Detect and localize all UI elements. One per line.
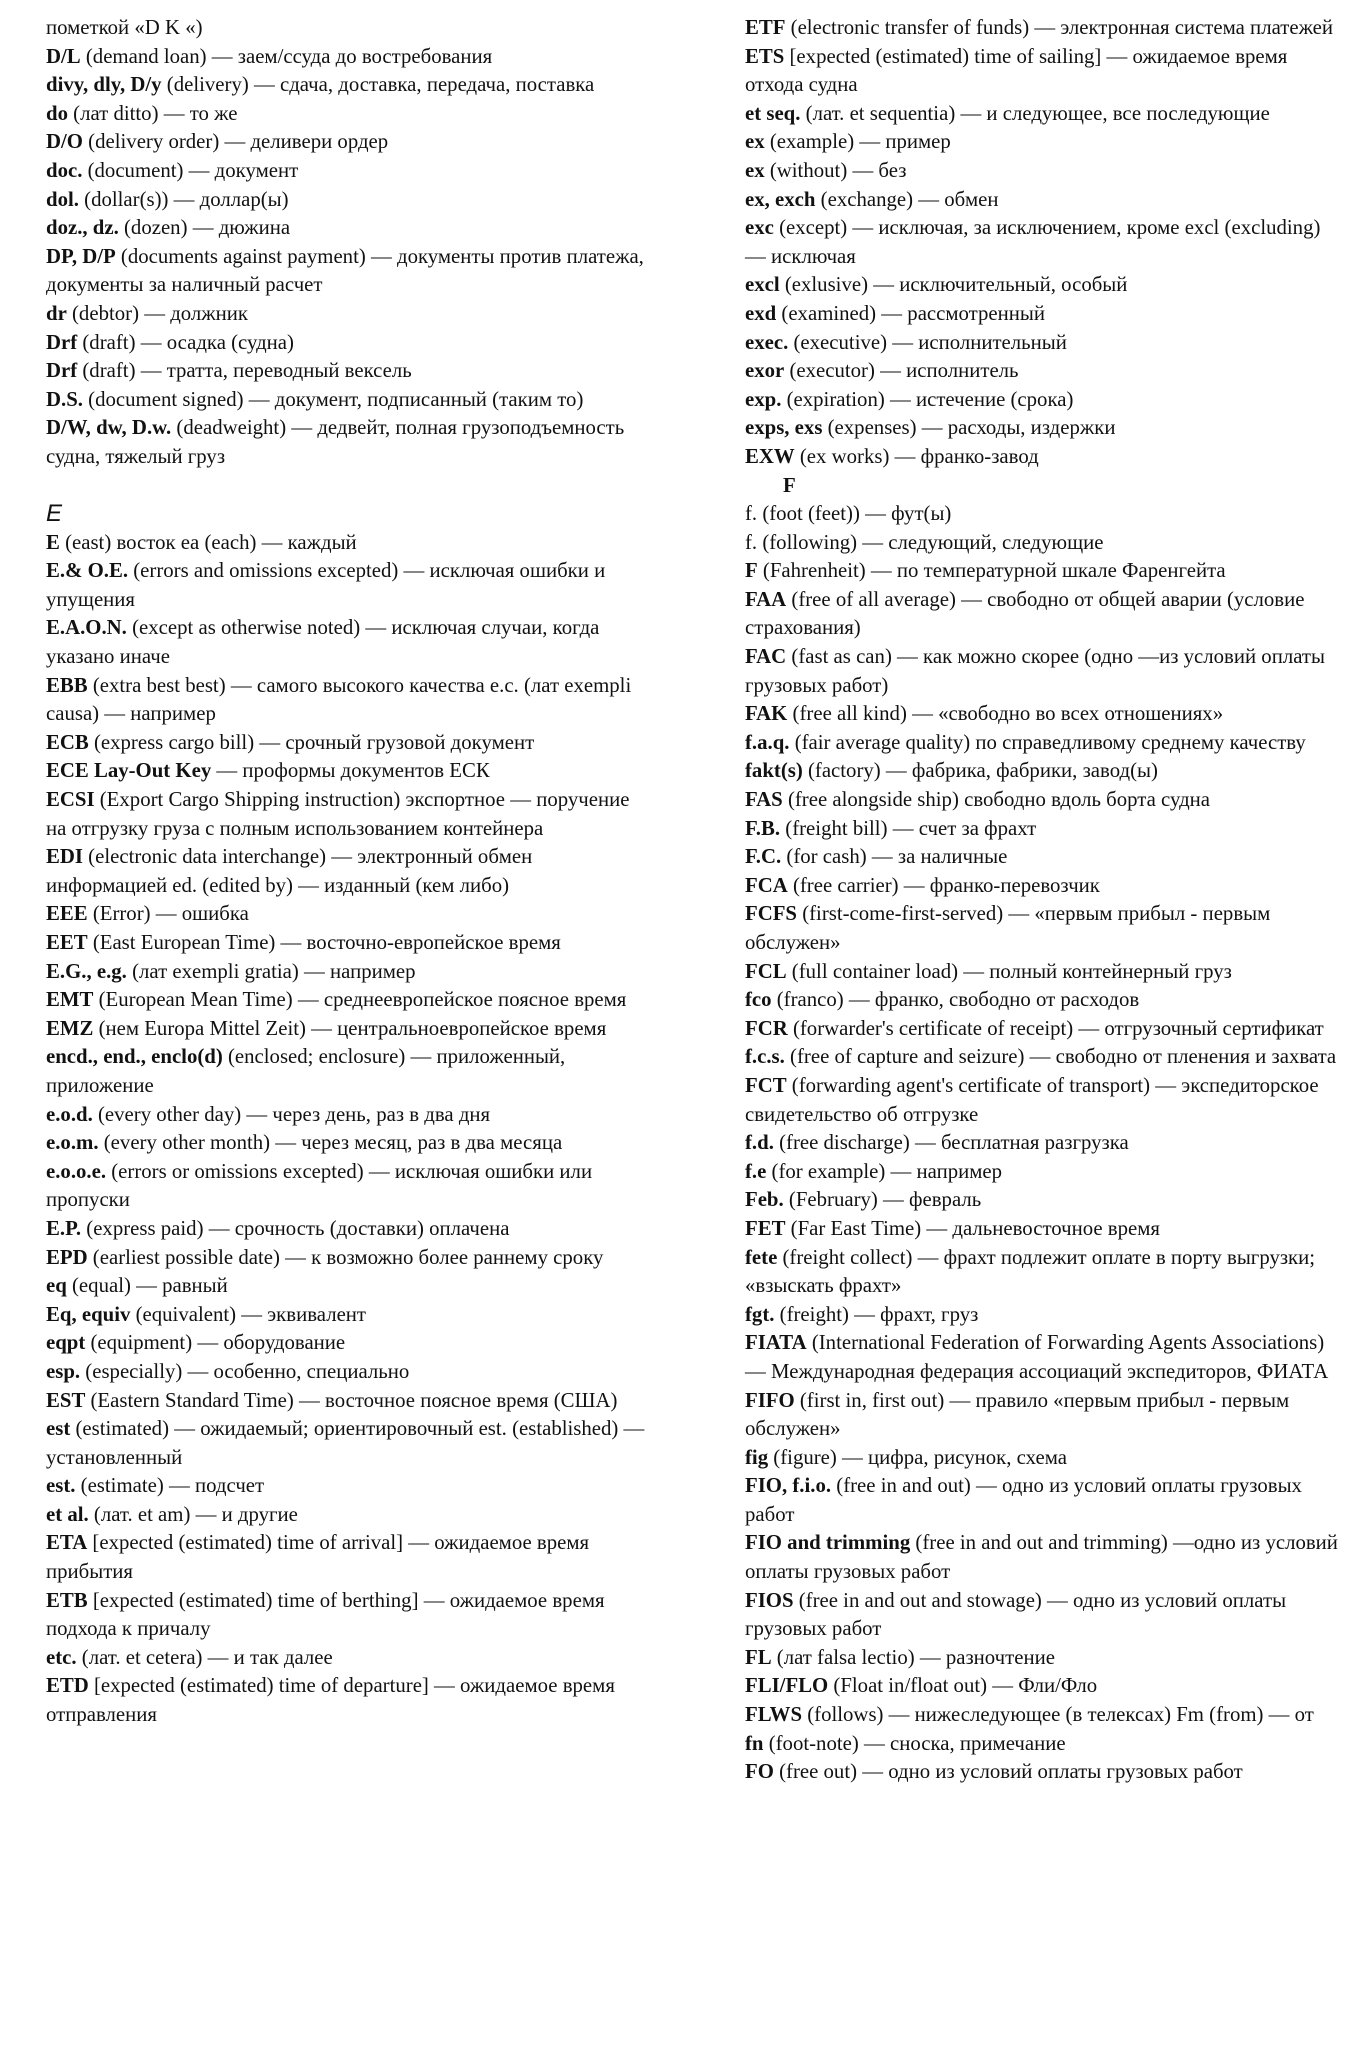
entry-definition: (лат exempli gratia) — например — [126, 959, 416, 983]
entry-term: eqpt — [46, 1331, 86, 1355]
dictionary-entry — [745, 157, 1338, 186]
dictionary-entry — [46, 958, 654, 987]
entry-term: exp. — [745, 387, 782, 411]
dictionary-entry — [745, 529, 1338, 558]
entry-term: doz., dz. — [46, 216, 119, 240]
dictionary-entry — [745, 900, 1338, 957]
dictionary-entry — [745, 1186, 1338, 1215]
dictionary-entry — [745, 43, 1338, 100]
dictionary-entry — [46, 1301, 654, 1330]
dictionary-entry — [745, 815, 1338, 844]
entry-term: doc. — [46, 158, 83, 182]
entry-definition: — проформы документов ЕСК — [211, 759, 490, 783]
dictionary-entry — [46, 1015, 654, 1044]
entry-term: et seq. — [745, 101, 801, 125]
entry-definition: (freight collect) — фрахт подлежит оплате в порту выгрузки; «взыскать фрахт» — [745, 1245, 1316, 1298]
dictionary-entry — [46, 1244, 654, 1273]
entry-term: ex, exch — [745, 187, 816, 211]
entry-definition: (free carrier) — франко-перевозчик — [787, 873, 1100, 897]
entry-definition: (follows) — нижеследующее (в телексах) Fm (from) — от — [802, 1703, 1314, 1727]
dictionary-entry — [745, 986, 1338, 1015]
entry-term: E.G., e.g. — [46, 959, 127, 983]
dictionary-entry — [745, 1472, 1338, 1529]
entry-term: dr — [46, 301, 67, 325]
entry-definition: (equal) — равный — [66, 1274, 228, 1298]
dictionary-entry — [46, 614, 654, 671]
entry-definition: (February) — февраль — [783, 1188, 982, 1212]
entry-term: FAC — [745, 645, 787, 669]
entry-definition: (лат falsa lectio) — разночтение — [771, 1645, 1055, 1669]
entry-definition: (electronic transfer of funds) — электронная система платежей — [785, 16, 1334, 39]
dictionary-entry — [745, 100, 1338, 129]
dictionary-entry — [46, 729, 654, 758]
entry-definition: (delivery) — сдача, доставка, передача, поставка — [161, 73, 595, 97]
dictionary-entry — [745, 414, 1338, 443]
entry-term: E.& O.E. — [46, 559, 129, 583]
entry-definition: (European Mean Time) — среднеевропейское поясное время — [93, 988, 627, 1012]
dictionary-entry — [46, 1587, 654, 1644]
entry-term: F.C. — [745, 845, 782, 869]
entry-term: EEE — [46, 902, 88, 926]
entry-definition: [expected (estimated) time of departure] — ожидаемое время отправления — [46, 1674, 615, 1727]
left-column — [46, 14, 654, 1730]
entry-term: FCL — [745, 959, 787, 983]
entry-term: e.o.m. — [46, 1131, 99, 1155]
entry-definition: (electronic data interchange) — электронный обмен информацией ed. (edited by) — изданный (кем либо) — [46, 845, 533, 897]
entry-definition: (exlusive) — исключительный, особый — [779, 273, 1128, 297]
dictionary-entry — [745, 386, 1338, 415]
dictionary-entry — [46, 1358, 654, 1387]
dictionary-entry — [46, 529, 654, 558]
dictionary-entry — [745, 1444, 1338, 1473]
entry-definition: (first-come-first-served) — «первым прибыл - первым обслужен» — [745, 902, 1271, 954]
entry-term: ex — [745, 130, 765, 154]
entry-definition: (every other month) — через месяц, раз в два месяца — [98, 1131, 563, 1155]
entry-definition: (draft) — осадка (судна) — [77, 330, 294, 354]
entry-term: FLWS — [745, 1703, 803, 1727]
entry-term: FIATA — [745, 1331, 807, 1355]
entry-definition: (лат. et am) — и другие — [88, 1502, 298, 1526]
entry-definition: (estimated) — ожидаемый; ориентировочный est. (established) — установленный — [46, 1417, 645, 1469]
entry-term: ETS — [745, 44, 785, 68]
entry-term: FCFS — [745, 902, 797, 926]
entry-term: e.o.o.e. — [46, 1159, 107, 1183]
dictionary-entry — [46, 986, 654, 1015]
dictionary-entry — [745, 1329, 1338, 1386]
entry-term: excl — [745, 273, 780, 297]
dictionary-entry — [745, 1672, 1338, 1701]
dictionary-entry — [46, 1672, 654, 1729]
entry-term: f.d. — [745, 1131, 774, 1155]
entry-term: etc. — [46, 1645, 77, 1669]
entry-definition: (demand loan) — заем/ссуда до востребования — [80, 44, 493, 68]
entry-term: EBB — [46, 673, 88, 697]
entry-definition: [expected (estimated) time of sailing] — ожидаемое время отхода судна — [745, 44, 1288, 97]
dictionary-entry — [46, 329, 654, 358]
entry-definition: (International Federation of Forwarding Agents Associations) — Международная федерация ассоциаций экспедиторов, ФИАТА — [745, 1331, 1329, 1383]
entry-term: est — [46, 1417, 71, 1441]
entry-term: FLI/FLO — [745, 1674, 829, 1698]
entry-term: ECSI — [46, 788, 95, 812]
dictionary-entry — [745, 329, 1338, 358]
dictionary-entry — [46, 1329, 654, 1358]
dictionary-entry — [46, 214, 654, 243]
entry-definition: (document) — документ — [82, 158, 299, 182]
entry-term: FCR — [745, 1016, 788, 1040]
dictionary-entry — [745, 14, 1338, 43]
dictionary-entry — [745, 1387, 1338, 1444]
dictionary-entry — [745, 1730, 1338, 1759]
entry-term: fn — [745, 1731, 764, 1755]
entry-definition: (free in and out) — одно из условий оплаты грузовых работ — [745, 1474, 1302, 1526]
entry-term: E.P. — [46, 1216, 82, 1240]
entry-term: EET — [46, 931, 88, 954]
entry-definition: (examined) — рассмотренный — [776, 301, 1045, 325]
dictionary-entry — [745, 443, 1338, 472]
entry-definition: (exchange) — обмен — [815, 187, 999, 211]
entry-definition: (ex works) — франко-завод — [794, 444, 1039, 468]
dictionary-entry — [46, 186, 654, 215]
entry-definition: (without) — без — [764, 158, 907, 182]
dictionary-entry — [745, 1701, 1338, 1730]
entry-definition: (estimate) — подсчет — [75, 1474, 265, 1498]
entry-term: ECB — [46, 730, 89, 754]
dictionary-entry — [745, 186, 1338, 215]
dictionary-entry — [745, 1015, 1338, 1044]
entry-definition: (free of capture and seizure) — свободно от пленения и захвата — [784, 1045, 1337, 1069]
entry-term: e.o.d. — [46, 1102, 93, 1126]
entry-term: EDI — [46, 845, 83, 869]
entry-term: FIOS — [745, 1588, 794, 1612]
entry-definition: (especially) — особенно, специально — [80, 1359, 410, 1383]
dictionary-entry — [46, 1529, 654, 1586]
entry-definition: (expenses) — расходы, издержки — [822, 416, 1116, 440]
entry-term: fco — [745, 988, 772, 1012]
dictionary-entry — [745, 1129, 1338, 1158]
entry-definition: (free in and out and stowage) — одно из условий оплаты грузовых работ — [745, 1588, 1287, 1641]
dictionary-entry — [745, 357, 1338, 386]
entry-term: EXW — [745, 444, 795, 468]
dictionary-entry — [46, 929, 654, 958]
dictionary-entry — [46, 843, 654, 900]
dictionary-entry — [745, 757, 1338, 786]
entry-term: eq — [46, 1274, 67, 1298]
entry-definition: (лат. et sequentia) — и следующее, все последующие — [800, 101, 1270, 125]
entry-term: FIFO — [745, 1388, 795, 1412]
entry-term: ECE Lay-Out Key — [46, 759, 212, 783]
dictionary-entry — [745, 843, 1338, 872]
entry-term: E.A.O.N. — [46, 616, 127, 640]
dictionary-entry — [46, 1215, 654, 1244]
entry-definition: f. (foot (feet)) — фут(ы) — [745, 502, 952, 526]
dictionary-entry — [745, 1301, 1338, 1330]
entry-term: dol. — [46, 187, 79, 211]
entry-definition: (extra best best) — самого высокого качества e.c. (лат exempli causa) — например — [46, 673, 632, 726]
entry-term: fgt. — [745, 1302, 775, 1326]
entry-definition: (except) — исключая, за исключением, кроме excl (excluding) — исключая — [745, 216, 1321, 268]
dictionary-entry — [745, 1043, 1338, 1072]
entry-definition: (free in and out and trimming) —одно из условий оплаты грузовых работ — [745, 1531, 1338, 1584]
entry-definition: (for example) — например — [766, 1159, 1003, 1183]
entry-definition: (freight bill) — счет за фрахт — [780, 816, 1037, 840]
dictionary-entry — [46, 1472, 654, 1501]
dictionary-entry — [745, 1158, 1338, 1187]
dictionary-entry — [46, 1043, 654, 1100]
dictionary-entry — [46, 243, 654, 300]
entry-term: f.a.q. — [745, 730, 790, 754]
entry-definition: (Fahrenheit) — по температурной шкале Фаренгейта — [757, 559, 1226, 583]
entry-definition: (East European Time) — восточно-европейское время — [87, 931, 561, 954]
dictionary-entry — [745, 300, 1338, 329]
entry-definition: (east) восток ea (each) — каждый — [59, 530, 357, 554]
entry-definition: (free alongside ship) свободно вдоль борта судна — [782, 788, 1211, 812]
entry-term: FET — [745, 1216, 786, 1240]
dictionary-entry — [745, 1529, 1338, 1586]
entry-term: exor — [745, 359, 785, 383]
entry-term: FAK — [745, 702, 788, 726]
dictionary-entry — [745, 557, 1338, 586]
entry-definition: (нем Europa Mittel Zeit) — центральноевропейское время — [93, 1016, 607, 1040]
entry-definition: (factory) — фабрика, фабрики, завод(ы) — [802, 759, 1158, 783]
dictionary-entry — [745, 1587, 1338, 1644]
dictionary-entry — [46, 414, 654, 471]
entry-term: FO — [745, 1760, 774, 1784]
section-spacer — [46, 472, 654, 501]
entry-term: ETB — [46, 1588, 88, 1612]
entry-definition: f. (following) — следующий, следующие — [745, 530, 1104, 554]
entry-definition: (forwarding agent's certificate of transport) — экспедиторское свидетельство об отгрузке — [745, 1073, 1319, 1126]
entry-term: EMZ — [46, 1016, 94, 1040]
entry-definition: (every other day) — через день, раз в два дня — [92, 1102, 491, 1126]
entry-definition: (free of all average) — свободно от общей аварии (условие страхования) — [745, 587, 1305, 640]
entry-definition: (executor) — исполнитель — [784, 359, 1019, 383]
entry-term: f.e — [745, 1159, 767, 1183]
entry-term: FIO, f.i.o. — [745, 1474, 832, 1498]
entry-definition: (document signed) — документ, подписанный (таким то) — [82, 387, 584, 411]
dictionary-entry — [745, 643, 1338, 700]
entry-definition: (Export Cargo Shipping instruction) экспортное — поручение на отгрузку груза с полным использованием контейнера — [46, 788, 630, 840]
dictionary-entry — [745, 700, 1338, 729]
entry-definition: (equipment) — оборудование — [85, 1331, 346, 1355]
entry-term: encd., end., enclo(d) — [46, 1045, 223, 1069]
dictionary-entry — [46, 71, 654, 100]
entry-term: D/W, dw, D.w. — [46, 416, 172, 440]
entry-term: exd — [745, 301, 777, 325]
entry-definition: (documents against payment) — документы против платежа, документы за наличный расчет — [46, 244, 644, 297]
entry-definition: (free out) — одно из условий оплаты грузовых работ — [773, 1760, 1243, 1784]
entry-term: exps, exs — [745, 416, 823, 440]
entry-definition: [expected (estimated) time of arrival] — ожидаемое время прибытия — [46, 1531, 590, 1584]
entry-definition: (errors and omissions excepted) — исключая ошибки и упущения — [46, 559, 606, 611]
entry-definition: (draft) — тратта, переводный вексель — [77, 359, 412, 383]
entry-definition: (Error) — ошибка — [87, 902, 249, 926]
dictionary-entry — [745, 1072, 1338, 1129]
dictionary-entry — [745, 1215, 1338, 1244]
entry-definition: (dollar(s)) — доллар(ы) — [78, 187, 289, 211]
entry-term: Drf — [46, 359, 78, 383]
entry-term: EST — [46, 1388, 86, 1412]
entry-definition: (equivalent) — эквивалент — [130, 1302, 367, 1326]
entry-definition: (executive) — исполнительный — [788, 330, 1067, 354]
section-letter-heading: F — [783, 473, 796, 497]
entry-definition: (earliest possible date) — к возможно более раннему сроку — [87, 1245, 604, 1269]
section-letter-heading: E — [46, 500, 63, 528]
entry-term: fig — [745, 1445, 769, 1469]
dictionary-entry — [46, 1387, 654, 1416]
entry-term: f.c.s. — [745, 1045, 785, 1069]
entry-definition: (free all kind) — «свободно во всех отношениях» — [787, 702, 1224, 726]
dictionary-entry — [46, 300, 654, 329]
entry-definition: [expected (estimated) time of berthing] — ожидаемое время подхода к причалу — [46, 1588, 605, 1641]
entry-term: D.S. — [46, 387, 83, 411]
entry-definition: (errors or omissions excepted) — исключая ошибки или пропуски — [46, 1159, 593, 1212]
entry-term: et al. — [46, 1502, 89, 1526]
entry-term: do — [46, 101, 68, 125]
entry-definition: (expiration) — истечение (срока) — [781, 387, 1074, 411]
entry-definition: (except as otherwise noted) — исключая случаи, когда указано иначе — [46, 616, 600, 669]
entry-definition: (fast as can) — как можно скорее (одно —из условий оплаты грузовых работ) — [745, 645, 1325, 697]
dictionary-entry — [46, 1158, 654, 1215]
entry-term: D/O — [46, 130, 83, 154]
dictionary-entry — [46, 43, 654, 72]
dictionary-entry — [46, 357, 654, 386]
entry-definition: пометкой «D K «) — [46, 16, 203, 39]
entry-definition: (fair average quality) по справедливому среднему качеству — [789, 730, 1306, 754]
entry-definition: (example) — пример — [764, 130, 951, 154]
entry-definition: (free discharge) — бесплатная разгрузка — [773, 1131, 1129, 1155]
dictionary-entry — [46, 128, 654, 157]
dictionary-entry — [46, 757, 654, 786]
dictionary-entry — [46, 672, 654, 729]
dictionary-entry — [745, 214, 1338, 271]
dictionary-entry — [46, 786, 654, 843]
entry-definition: (express paid) — срочность (доставки) оплачена — [81, 1216, 510, 1240]
entry-term: ETD — [46, 1674, 89, 1698]
entry-term: ETF — [745, 16, 786, 39]
entry-definition: (forwarder's certificate of receipt) — отгрузочный сертификат — [787, 1016, 1324, 1040]
entry-definition: (Far East Time) — дальневосточное время — [785, 1216, 1160, 1240]
dictionary-entry — [46, 386, 654, 415]
entry-definition: (for cash) — за наличные — [781, 845, 1008, 869]
entry-term: Drf — [46, 330, 78, 354]
entry-definition: (freight) — фрахт, груз — [774, 1302, 979, 1326]
entry-term: FL — [745, 1645, 772, 1669]
entry-definition: (foot-note) — сноска, примечание — [763, 1731, 1066, 1755]
entry-definition: (figure) — цифра, рисунок, схема — [768, 1445, 1068, 1469]
entry-definition: (delivery order) — деливери ордер — [82, 130, 389, 154]
entry-term: ETA — [46, 1531, 88, 1555]
entry-definition: (enclosed; enclosure) — приложенный, приложение — [46, 1045, 566, 1097]
dictionary-entry — [46, 1644, 654, 1673]
entry-term: EPD — [46, 1245, 88, 1269]
entry-definition: (лат. et cetera) — и так далее — [76, 1645, 333, 1669]
dictionary-entry — [745, 1644, 1338, 1673]
dictionary-entry — [745, 1758, 1338, 1787]
entry-term: fete — [745, 1245, 778, 1269]
entry-definition: (Float in/float out) — Фли/Фло — [828, 1674, 1098, 1698]
entry-term: DP, D/P — [46, 244, 116, 268]
dictionary-entry — [46, 1101, 654, 1130]
entry-definition: (debtor) — должник — [66, 301, 249, 325]
dictionary-entry — [745, 872, 1338, 901]
dictionary-entry — [745, 958, 1338, 987]
entry-term: Feb. — [745, 1188, 784, 1212]
entry-definition: (deadweight) — дедвейт, полная грузоподъемность судна, тяжелый груз — [46, 416, 625, 468]
entry-term: exec. — [745, 330, 789, 354]
entry-term: FCA — [745, 873, 788, 897]
entry-term: FAS — [745, 788, 783, 812]
entry-definition: (express cargo bill) — срочный грузовой документ — [88, 730, 535, 754]
dictionary-entry — [745, 271, 1338, 300]
entry-definition: (franco) — франко, свободно от расходов — [771, 988, 1140, 1012]
dictionary-entry — [46, 1415, 654, 1472]
dictionary-entry — [745, 786, 1338, 815]
entry-term: E — [46, 530, 60, 554]
entry-definition: (dozen) — дюжина — [118, 216, 291, 240]
entry-term: FCT — [745, 1073, 787, 1097]
dictionary-entry — [46, 100, 654, 129]
entry-term: FIO and trimming — [745, 1531, 911, 1555]
dictionary-entry — [745, 128, 1338, 157]
dictionary-entry — [46, 557, 654, 614]
dictionary-entry — [46, 14, 654, 43]
dictionary-entry — [46, 1129, 654, 1158]
entry-definition: (full container load) — полный контейнерный груз — [786, 959, 1232, 983]
entry-definition: (лат ditto) — то же — [67, 101, 238, 125]
entry-definition: (Eastern Standard Time) — восточное поясное время (США) — [85, 1388, 618, 1412]
entry-term: exc — [745, 216, 774, 240]
dictionary-entry — [745, 729, 1338, 758]
entry-term: FAA — [745, 587, 787, 611]
dictionary-entry — [745, 500, 1338, 529]
dictionary-entry — [46, 900, 654, 929]
entry-term: F.B. — [745, 816, 781, 840]
entry-term: EMT — [46, 988, 94, 1012]
entry-term: D/L — [46, 44, 81, 68]
right-column — [745, 14, 1338, 1787]
dictionary-entry — [46, 1272, 654, 1301]
entry-term: esp. — [46, 1359, 81, 1383]
entry-term: est. — [46, 1474, 76, 1498]
entry-term: F — [745, 559, 758, 583]
dictionary-entry — [745, 1244, 1338, 1301]
entry-term: divy, dly, D/y — [46, 73, 162, 97]
entry-term: Eq, equiv — [46, 1302, 131, 1326]
dictionary-entry — [46, 1501, 654, 1530]
entry-definition: (first in, first out) — правило «первым прибыл - первым обслужен» — [745, 1388, 1290, 1441]
entry-term: ex — [745, 158, 765, 182]
dictionary-entry — [46, 157, 654, 186]
dictionary-entry — [745, 586, 1338, 643]
entry-term: fakt(s) — [745, 759, 803, 783]
